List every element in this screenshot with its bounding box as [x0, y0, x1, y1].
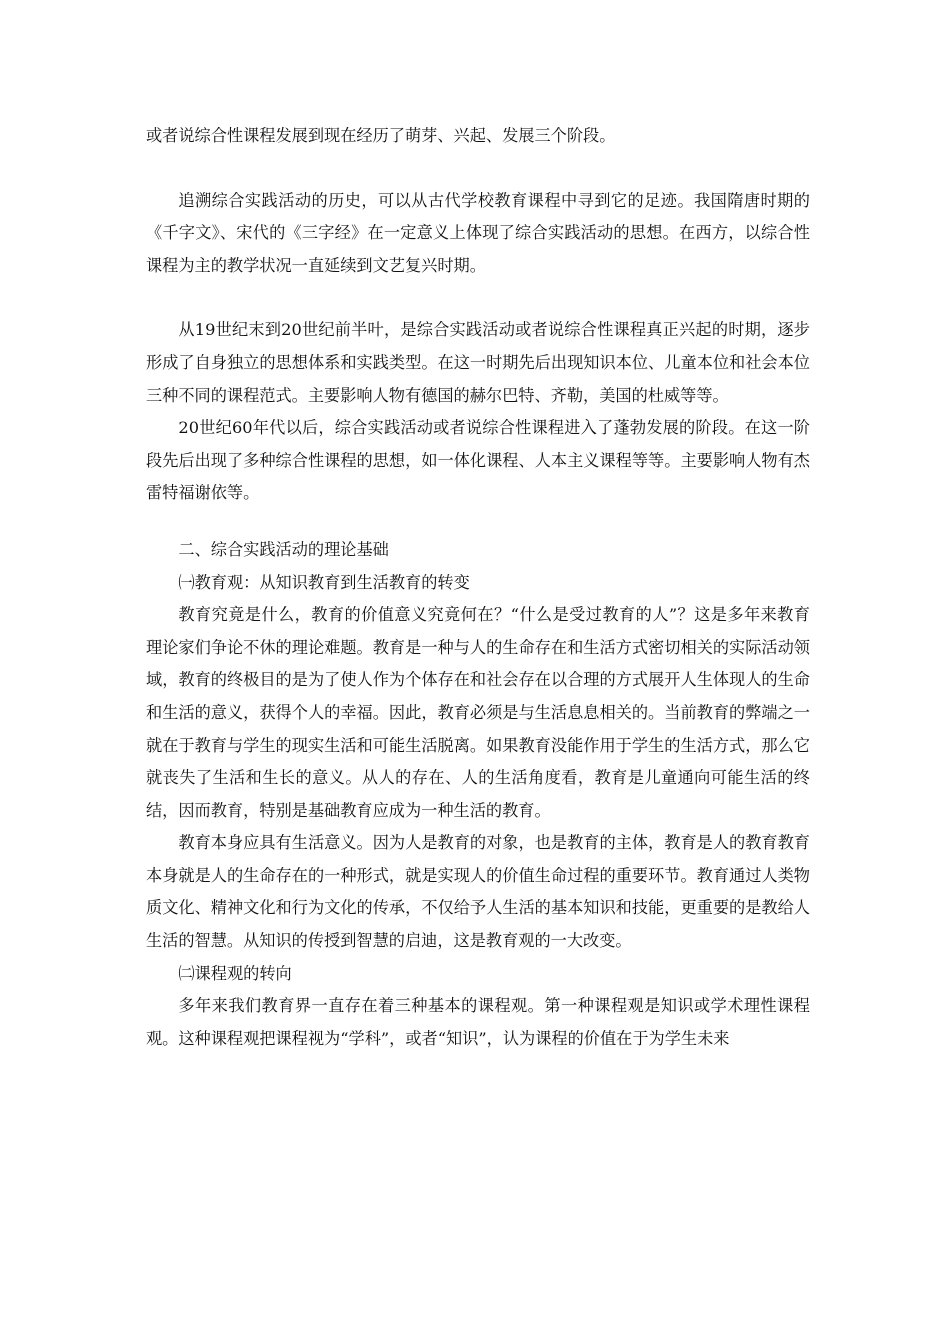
paragraph-continuation: 或者说综合性课程发展到现在经历了萌芽、兴起、发展三个阶段。 [146, 126, 616, 145]
paragraph-history-development: 20世纪60年代以后，综合实践活动或者说综合性课程进入了蓬勃发展的阶段。在这一阶段先后出现了多种综合性课程的思想，如一体化课程、人本主义课程等等。主要影响人物有杰雷特福谢依等。 [146, 418, 810, 503]
subheading-education-view: ㈠教育观：从知识教育到生活教育的转变 [178, 572, 470, 592]
section-heading-theory: 二、综合实践活动的理论基础 [178, 539, 389, 559]
paragraph-education-meaning: 教育究竟是什么，教育的价值意义究竟何在？“什么是受过教育的人”？这是多年来教育理论家们争论不休的理论难题。教育是一种与人的生命存在和生活方式密切相关的实际活动领域，教育的终极目的是为了使人作为个体存在和社会存在以合理的方式展开人生体现人的生命和生活的意义，获得个人的幸福。因此，教育必须是与生活息息相关的。当前教育的弊端之一就在于教育与学生的现实生活和可能生活脱离。如果教育没能作用于学生的生活方式，那么它就丧失了生活和生长的意义。从人的存在、人的生活角度看，教育是儿童通向可能生活的终结，因而教育，特别是基础教育应成为一种生活的教育。 [146, 605, 810, 820]
paragraph-curriculum-views: 多年来我们教育界一直存在着三种基本的课程观。第一种课程观是知识或学术理性课程观。这种课程观把课程视为“学科”，或者“知识”，认为课程的价值在于为学生未来 [146, 996, 810, 1048]
paragraph-history-origin: 追溯综合实践活动的历史，可以从古代学校教育课程中寻到它的足迹。我国隋唐时期的《千字文》、宋代的《三字经》在一定意义上体现了综合实践活动的思想。在西方，以综合性课程为主的教学状况一直延续到文艺复兴时期。 [146, 190, 810, 275]
paragraph-education-life: 教育本身应具有生活意义。因为人是教育的对象，也是教育的主体，教育是人的教育教育本身就是人的生命存在的一种形式，就是实现人的价值生命过程的重要环节。教育通过人类物质文化、精神文化和行为文化的传承，不仅给予人生活的基本知识和技能，更重要的是教给人生活的智慧。从知识的传授到智慧的启迪，这是教育观的一大改变。 [146, 833, 810, 951]
subheading-curriculum-view: ㈡课程观的转向 [178, 963, 292, 983]
paragraph-history-rise: 从19世纪末到20世纪前半叶，是综合实践活动或者说综合性课程真正兴起的时期，逐步形成了自身独立的思想体系和实践类型。在这一时期先后出现知识本位、儿童本位和社会本位三种不同的课程范式。主要影响人物有德国的赫尔巴特、齐勒，美国的杜威等等。 [146, 320, 810, 405]
document-body [146, 120, 810, 1055]
